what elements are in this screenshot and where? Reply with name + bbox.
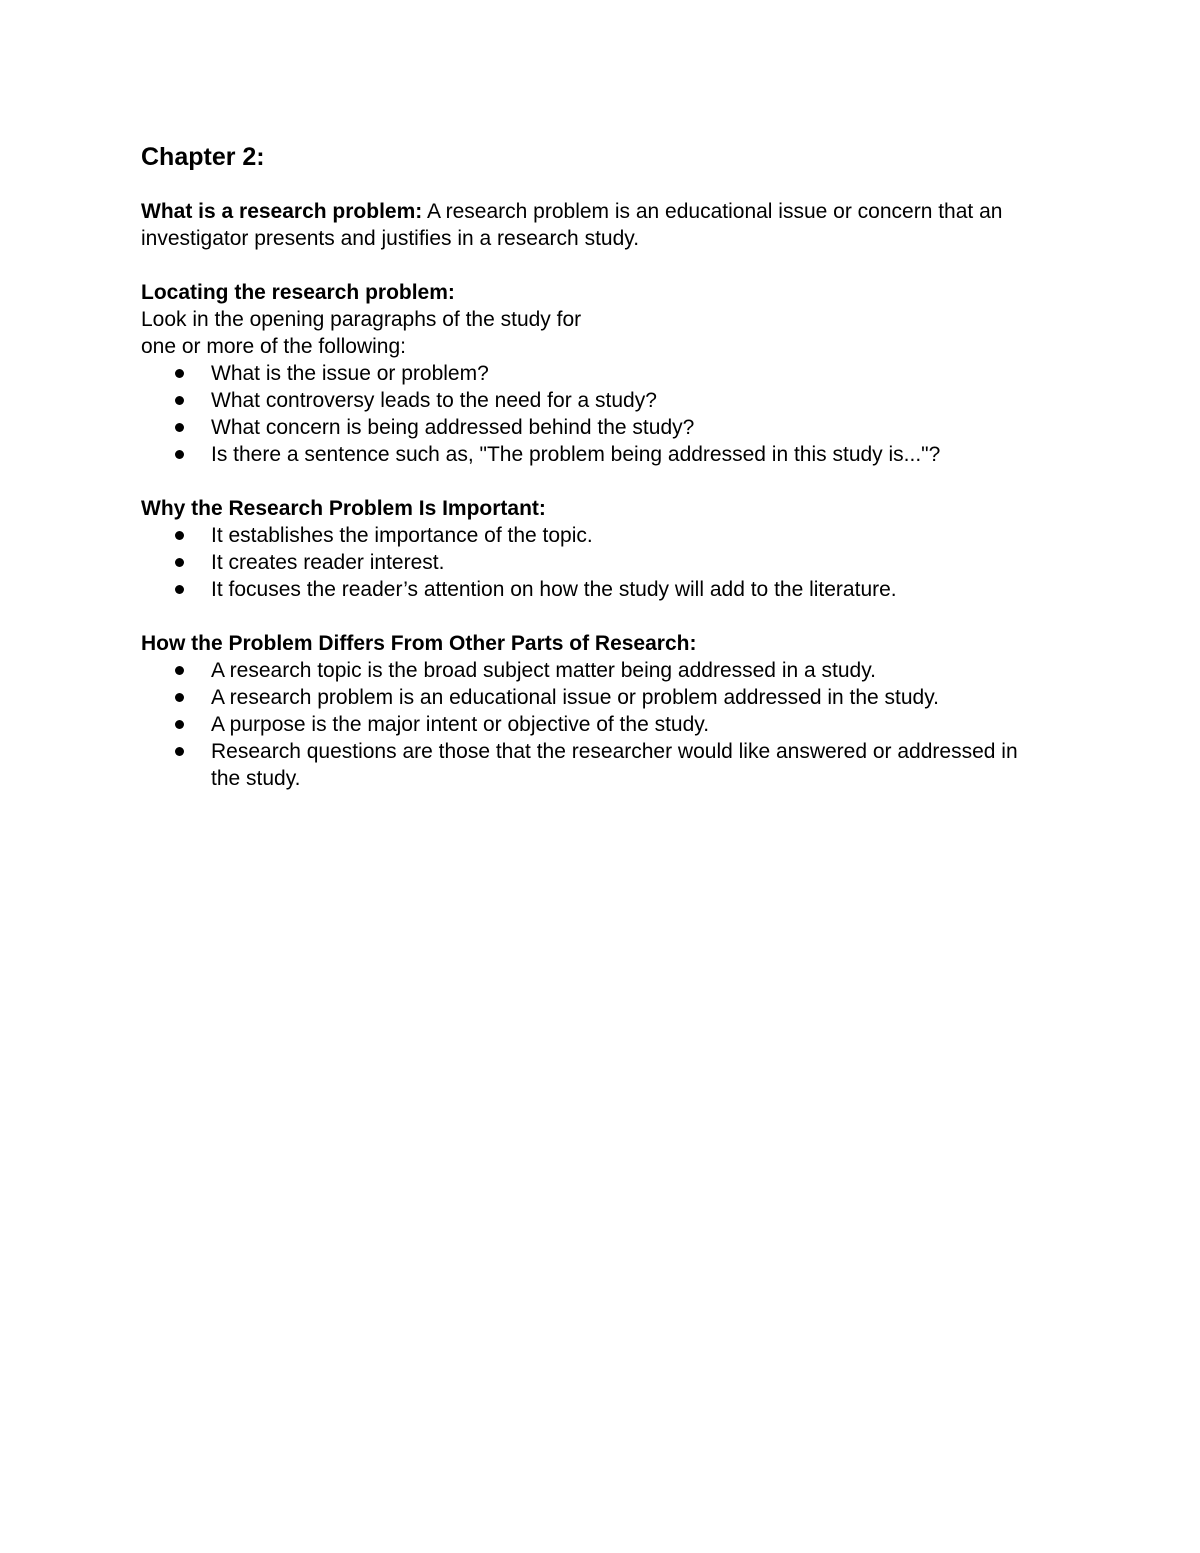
- importance-heading: Why the Research Problem Is Important:: [141, 497, 546, 520]
- list-item-text: A research topic is the broad subject matter being addressed in a study.: [211, 659, 876, 682]
- list-item: [141, 387, 1041, 414]
- definition-heading: What is a research problem:: [141, 200, 423, 223]
- locating-section: [141, 279, 1041, 468]
- list-item-text: A purpose is the major intent or objective of the study.: [211, 713, 710, 736]
- locating-intro-line1: Look in the opening paragraphs of the study for: [141, 308, 582, 331]
- importance-list: [141, 522, 1041, 603]
- locating-heading: Locating the research problem:: [141, 281, 455, 304]
- definition-section: [141, 198, 1041, 252]
- list-item-text: What concern is being addressed behind the study?: [211, 416, 695, 439]
- list-item: [141, 441, 1041, 468]
- list-item-text: What controversy leads to the need for a study?: [211, 389, 657, 412]
- list-item: [141, 657, 1041, 684]
- differences-heading: How the Problem Differs From Other Parts of Research:: [141, 632, 697, 655]
- list-item-text: What is the issue or problem?: [211, 362, 489, 385]
- list-item-text: Is there a sentence such as, "The problem being addressed in this study is..."?: [211, 443, 941, 466]
- importance-section: [141, 495, 1041, 603]
- list-item-text: It focuses the reader’s attention on how the study will add to the literature.: [211, 578, 897, 601]
- bullet-icon: [175, 666, 184, 675]
- bullet-icon: [175, 747, 184, 756]
- list-item: [141, 711, 1041, 738]
- document-page: [141, 140, 1041, 819]
- differences-list: [141, 657, 1041, 792]
- locating-list: [141, 360, 1041, 468]
- list-item: [141, 522, 1041, 549]
- bullet-icon: [175, 423, 184, 432]
- locating-intro-line2: one or more of the following:: [141, 335, 406, 358]
- list-item: [141, 738, 1041, 792]
- chapter-title: Chapter 2:: [141, 143, 265, 171]
- list-item: [141, 576, 1041, 603]
- definition-paragraph: [141, 198, 1041, 252]
- differences-section: [141, 630, 1041, 792]
- list-item-text: A research problem is an educational issue or problem addressed in the study.: [211, 686, 940, 709]
- list-item: [141, 360, 1041, 387]
- bullet-icon: [175, 720, 184, 729]
- bullet-icon: [175, 396, 184, 405]
- list-item-text: Research questions are those that the researcher would like answered or addressed in the study.: [211, 740, 1018, 790]
- bullet-icon: [175, 585, 184, 594]
- bullet-icon: [175, 693, 184, 702]
- definition-text: A research problem is an educational issue or concern that an investigator presents and justifies in a research study.: [141, 200, 1003, 250]
- bullet-icon: [175, 558, 184, 567]
- list-item: [141, 684, 1041, 711]
- list-item: [141, 414, 1041, 441]
- bullet-icon: [175, 450, 184, 459]
- bullet-icon: [175, 369, 184, 378]
- bullet-icon: [175, 531, 184, 540]
- list-item-text: It establishes the importance of the topic.: [211, 524, 593, 547]
- list-item: [141, 549, 1041, 576]
- list-item-text: It creates reader interest.: [211, 551, 445, 574]
